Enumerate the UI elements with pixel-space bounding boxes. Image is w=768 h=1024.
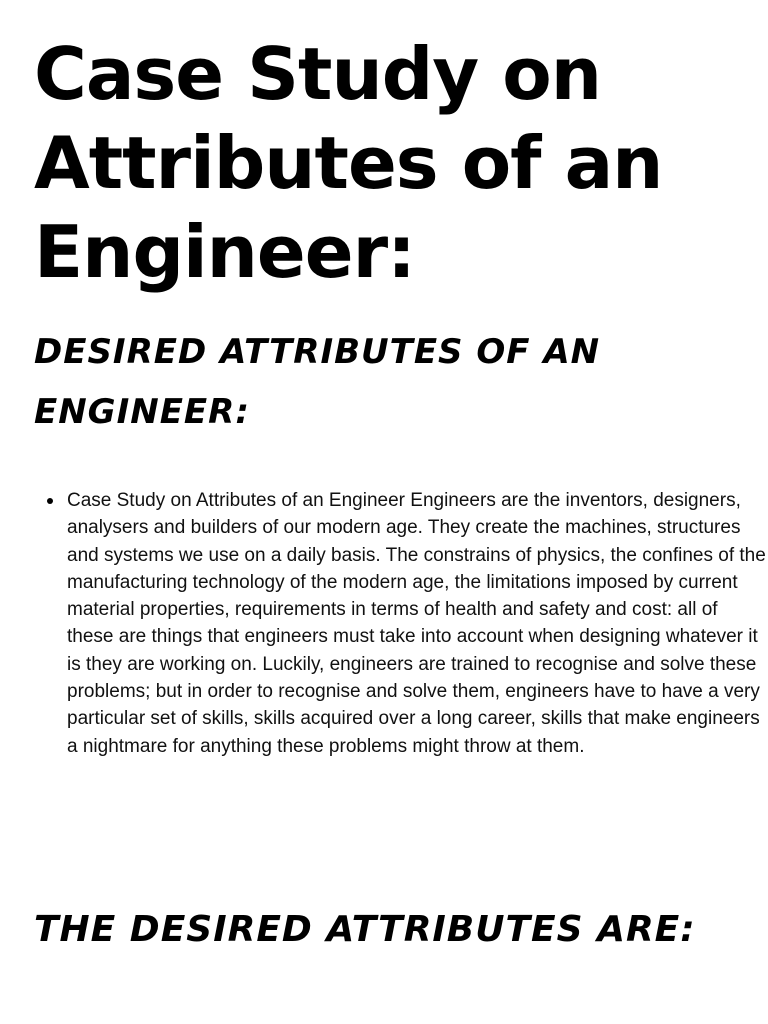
list-item-text: Case Study on Attributes of an Engineer Engineers are the inventors, designers, analysers and builders of our modern age. They create the machines, structures and systems we use on a daily basis. The constrains of physics, the confines of the manufacturing technology of the modern age, the limitations imposed by current material properties, requirements in terms of health and safety and cost: all of these are things that engineers must take into account when designing whatever it is they are working on. Luckily, engineers are trained to recognise and solve these problems; but in order to recognise and solve them, engineers have to have a very particular set of skills, skills acquired over a long career, skills that make engineers a nightmare for anything these problems might throw at them. <box>67 490 766 757</box>
section-heading-desired-attributes: DESIRED ATTRIBUTES OF AN ENGINEER: <box>34 332 601 432</box>
section-heading-attributes-list: THE DESIRED ATTRIBUTES ARE: <box>34 909 696 950</box>
page-title: Case Study on Attributes of an Engineer: <box>34 32 663 294</box>
bullet-icon <box>47 498 53 504</box>
list-item <box>67 487 767 760</box>
bullet-list <box>34 487 767 760</box>
